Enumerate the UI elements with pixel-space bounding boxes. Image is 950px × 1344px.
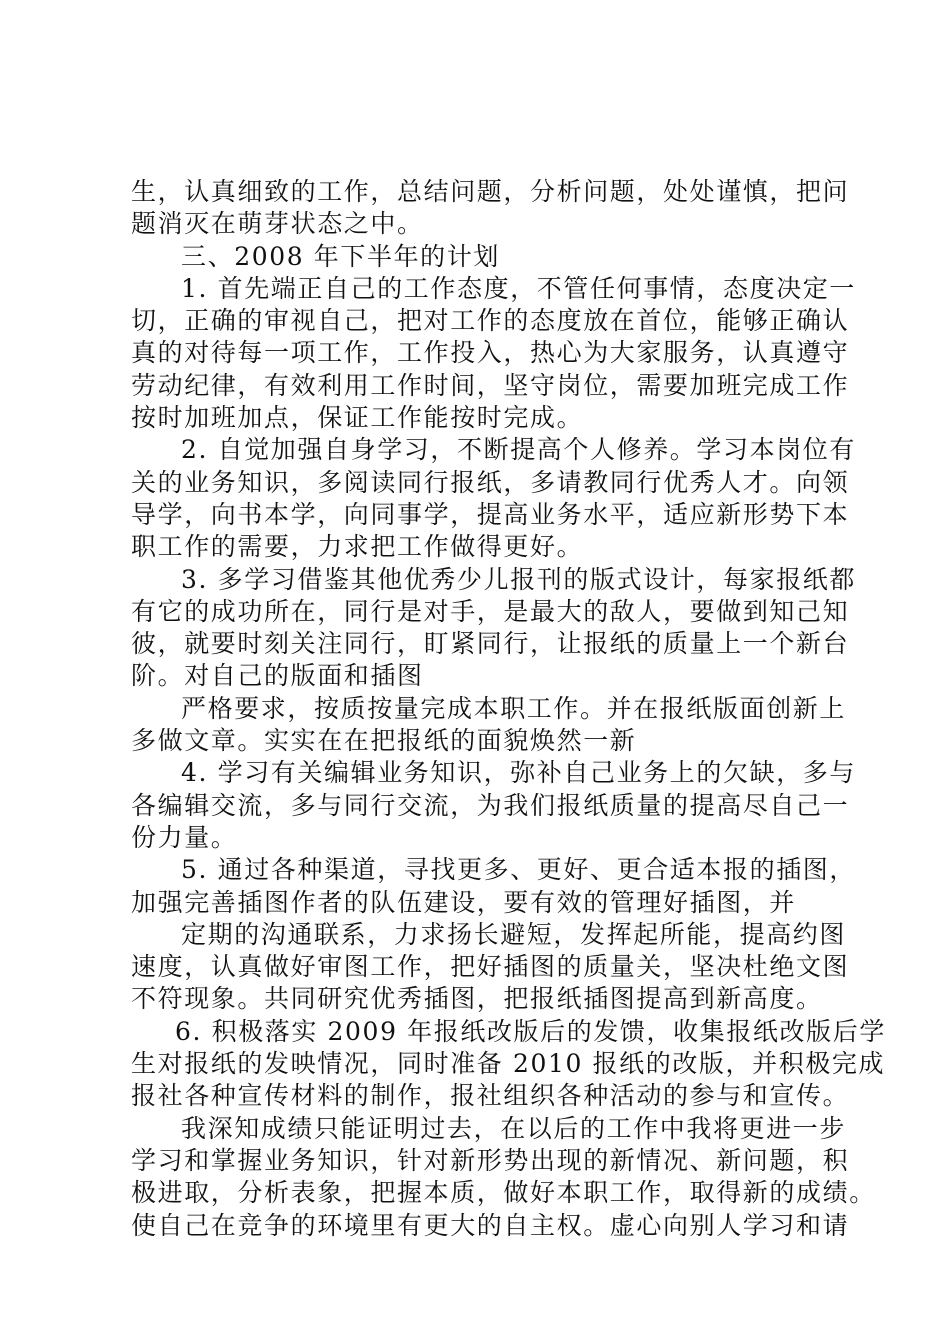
text-line: 题消灭在萌芽状态之中。: [131, 209, 424, 239]
text-line: 极进取，分析表象，把握本质，做好本职工作，取得新的成绩。: [131, 1178, 876, 1208]
text-line: 切，正确的审视自己，把对工作的态度放在首位，能够正确认: [131, 306, 850, 336]
text-line: 速度，认真做好审图工作，把好插图的质量关，坚决杜绝文图: [131, 952, 850, 982]
text-line: 报社各种宣传材料的制作，报社组织各种活动的参与和宣传。: [131, 1081, 850, 1111]
text-line: 按时加班加点，保证工作能按时完成。: [131, 403, 584, 433]
text-line: 3. 多学习借鉴其他优秀少儿报刊的版式设计，每家报纸都: [181, 564, 857, 594]
text-line: 劳动纪律，有效利用工作时间，坚守岗位，需要加班完成工作: [131, 370, 850, 400]
text-line: 5. 通过各种渠道，寻找更多、更好、更合适本报的插图，: [181, 855, 857, 885]
text-line: 彼，就要时刻关注同行，盯紧同行，让报纸的质量上一个新台: [131, 629, 850, 659]
text-line: 严格要求，按质按量完成本职工作。并在报纸版面创新上: [181, 693, 847, 723]
text-line: 4. 学习有关编辑业务知识，弥补自己业务上的欠缺，多与: [181, 758, 857, 788]
text-line: 我深知成绩只能证明过去，在以后的工作中我将更进一步: [181, 1113, 847, 1143]
text-line: 真的对待每一项工作，工作投入，热心为大家服务，认真遵守: [131, 338, 850, 368]
text-line: 职工作的需要，力求把工作做得更好。: [131, 532, 584, 562]
text-line: 关的业务知识，多阅读同行报纸，多请教同行优秀人才。向领: [131, 467, 850, 497]
text-line: 2. 自觉加强自身学习，不断提高个人修养。学习本岗位有: [181, 435, 857, 465]
text-line: 不符现象。共同研究优秀插图，把报纸插图提高到新高度。: [131, 984, 823, 1014]
text-line: 加强完善插图作者的队伍建设，要有效的管理好插图，并: [131, 887, 797, 917]
text-line: 有它的成功所在，同行是对手，是最大的敌人，要做到知己知: [131, 596, 850, 626]
text-line: 6. 积极落实 2009 年报纸改版后的发馈，收集报纸改版后学: [175, 1016, 886, 1046]
text-line: 使自己在竞争的环境里有更大的自主权。虚心向别人学习和请: [131, 1210, 850, 1240]
text-line: 生对报纸的发映情况，同时准备 2010 报纸的改版，并积极完成: [131, 1049, 886, 1079]
section-heading: 三、2008 年下半年的计划: [181, 241, 500, 271]
text-line: 阶。对自己的版面和插图: [131, 661, 424, 691]
text-line: 学习和掌握业务知识，针对新形势出现的新情况、新问题，积: [131, 1145, 850, 1175]
document-body: [131, 176, 886, 1242]
text-line: 定期的沟通联系，力求扬长避短，发挥起所能，提高约图: [181, 919, 847, 949]
text-line: 生，认真细致的工作，总结问题，分析问题，处处谨慎，把问: [131, 177, 850, 206]
text-line: 1. 首先端正自己的工作态度，不管任何事情，态度决定一: [181, 273, 857, 303]
text-line: 多做文章。实实在在把报纸的面貌焕然一新: [131, 726, 637, 756]
text-line: 各编辑交流，多与同行交流，为我们报纸质量的提高尽自己一: [131, 790, 850, 820]
text-line: 导学，向书本学，向同事学，提高业务水平，适应新形势下本: [131, 499, 850, 529]
text-line: 份力量。: [131, 822, 238, 852]
